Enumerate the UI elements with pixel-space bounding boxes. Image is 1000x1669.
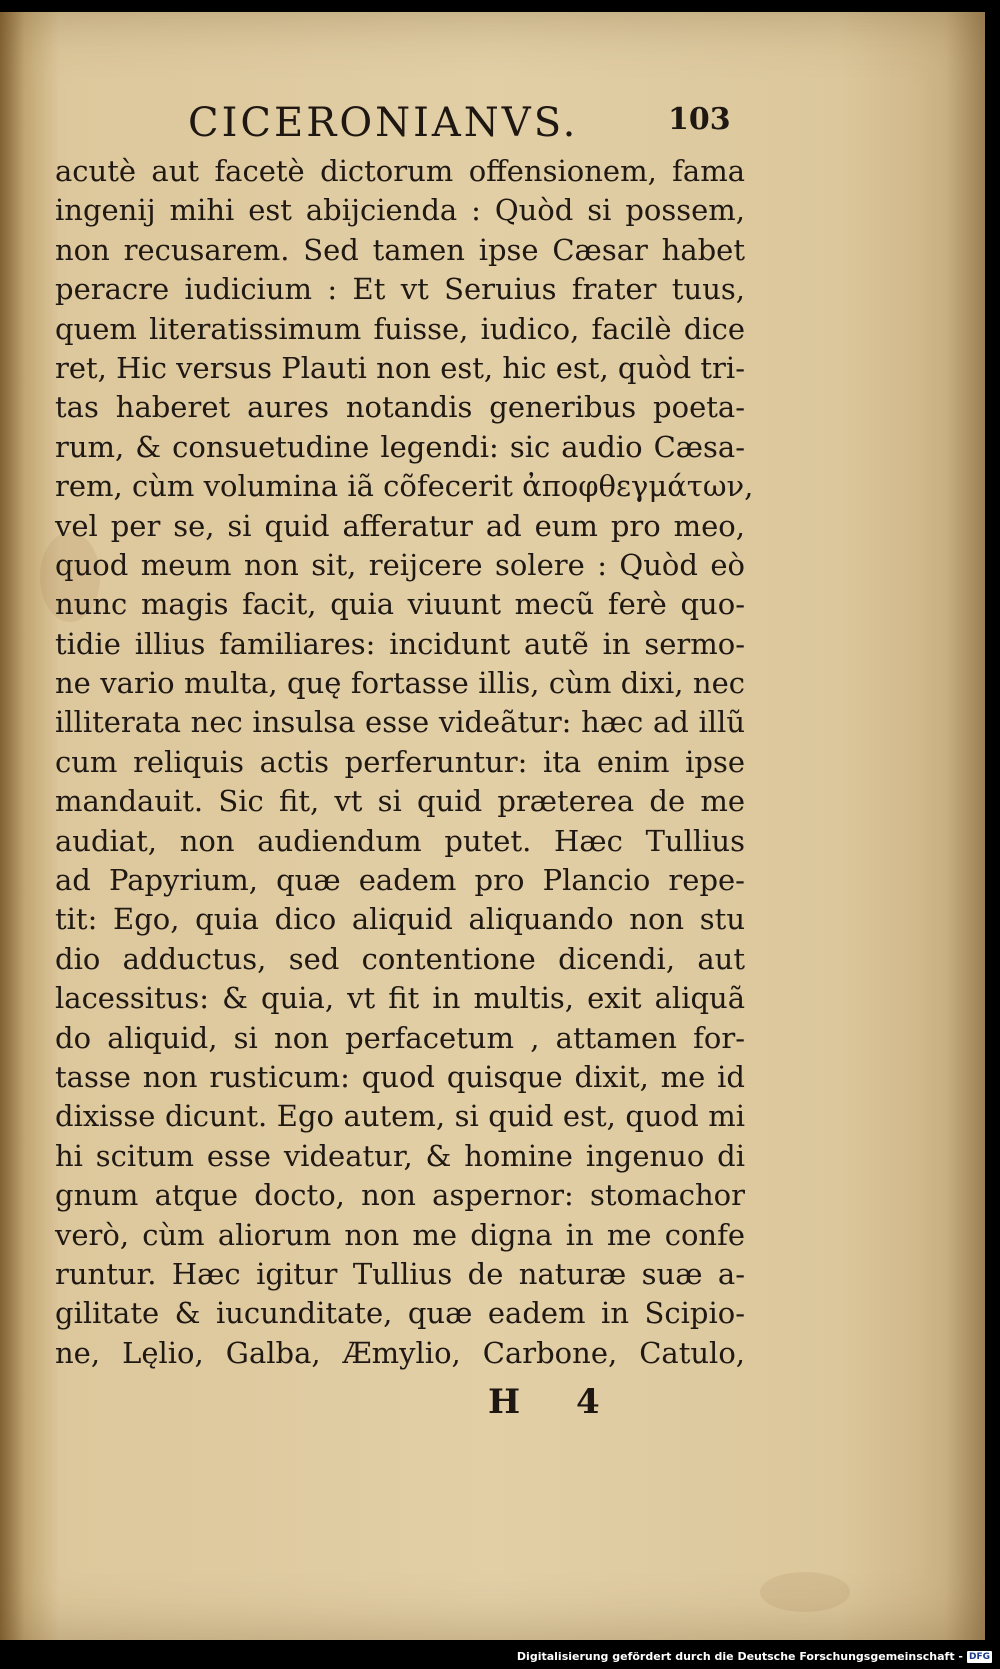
text-line: nunc magis facit, quia viuunt mecũ ferè quo- [55,587,745,622]
text-line: tidie illius familiares: incidunt autẽ in sermo- [55,626,745,661]
text-line: gilitate & iucunditate, quæ eadem in Scipio- [55,1296,745,1331]
text-line: quem literatissimum fuisse, iudico, facilè dice [55,311,745,346]
text-line: ret, Hic versus Plauti non est, hic est, quòd tri- [55,350,745,385]
text-line: ne vario multa, quę fortasse illis, cùm dixi, nec [55,666,745,701]
text-line: gnum atque docto, non aspernor: stomachor [55,1178,745,1213]
dfg-logo: DFG [968,1651,990,1662]
text-line: lacessitus: & quia, vt fit in multis, exit aliquã [55,981,745,1016]
page-number: 103 [668,102,731,137]
text-line: dixisse dicunt. Ego autem, si quid est, quod mi [55,1099,745,1134]
credit-text: Digitalisierung gefördert durch die Deutsche Forschungsgemeinschaft - [516,1650,963,1663]
text-line: acutè aut facetè dictorum offensionem, fama [55,154,745,188]
paper-stain [760,1572,850,1612]
text-line: rum, & consuetudine legendi: sic audio Cæsa- [55,429,745,464]
text-line: ne, Lęlio, Galba, Æmylio, Carbone, Catulo, [55,1335,745,1370]
running-title: CICERONIANVS. [188,100,579,146]
text-line: ingenij mihi est abijcienda : Quòd si possem, [55,193,745,228]
text-line: vel per se, si quid afferatur ad eum pro meo, [55,508,745,543]
text-line: quod meum non sit, reijcere solere : Quòd eò [55,547,745,582]
signature-mark: H 4 [488,1382,622,1422]
text-line: non recusarem. Sed tamen ipse Cæsar habet [55,232,745,267]
text-line: tasse non rusticum: quod quisque dixit, me id [55,1059,745,1094]
digitization-credit [517,1650,992,1663]
page-header [0,92,985,152]
text-line: illiterata nec insulsa esse videãtur: hæc ad illũ [55,705,745,740]
text-line: audiat, non audiendum putet. Hæc Tullius [55,823,745,858]
text-line: tas haberet aures notandis generibus poeta- [55,390,745,425]
text-line: verò, cùm aliorum non me digna in me confe [55,1217,745,1252]
text-line: ad Papyrium, quæ eadem pro Plancio repe- [55,863,745,898]
text-line: hi scitum esse videatur, & homine ingenuo di [55,1138,745,1173]
body-text [55,152,754,1373]
text-line: dio adductus, sed contentione dicendi, aut [55,941,745,976]
text-line: tit: Ego, quia dico aliquid aliquando non stu [55,902,745,937]
text-line: do aliquid, si non perfacetum , attamen for- [55,1020,745,1055]
text-line: peracre iudicium : Et vt Seruius frater tuus, [55,272,745,307]
text-line: mandauit. Sic fit, vt si quid præterea de me [55,784,745,819]
text-line: rem, cùm volumina iã cõfecerit ἀποφθεγμάτων, [55,469,754,504]
book-page [0,12,985,1640]
text-line: runtur. Hæc igitur Tullius de naturæ suæ a- [55,1256,745,1291]
text-line: cum reliquis actis perferuntur: ita enim ipse [55,744,745,779]
